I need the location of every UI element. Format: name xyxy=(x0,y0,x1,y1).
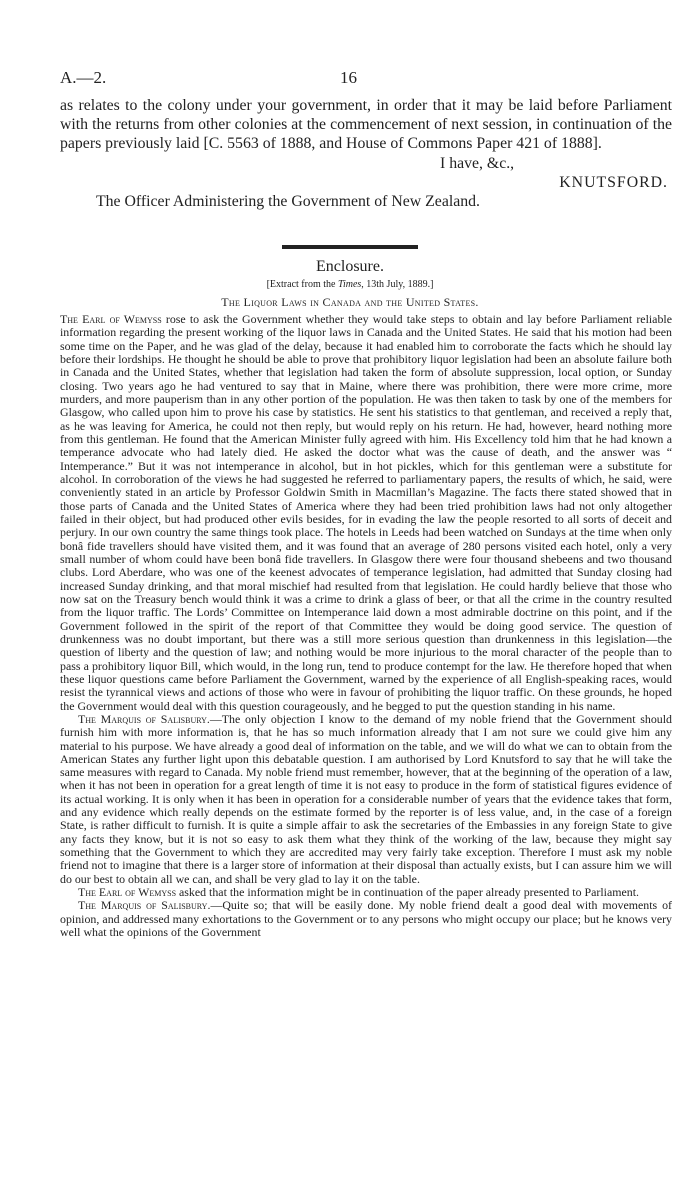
speaker-name: The Earl of Wemyss xyxy=(60,313,162,326)
extract-prefix: [Extract from the xyxy=(266,279,338,290)
enclosure-title: Enclosure. xyxy=(316,258,384,275)
section-divider xyxy=(282,245,418,249)
speech-paragraph xyxy=(60,713,672,886)
closing-formula: I have, &c., xyxy=(440,154,515,172)
closing-row xyxy=(60,154,672,173)
page-number: 16 xyxy=(340,68,357,87)
speech-text: .—The only objection I know to the demand of my noble friend that the Government should furnish him with more information is, that he has so much information already that I am not sure we could give him any material to his purpose. We have already a good deal of information on the table, and we will do what we can to obtain from the American States any further light upon this debatable question. I am authorised by Lord Knutsford to say that he will take the same measures with regard to Canada. My noble friend must remember, however, that at the beginning of the operation of a law, when it has not been in operation for a great length of time it is not easy to produce in the form of statistical figures evidence of its actual working. It is only when it has been in operation for a considerable number of years that the evidence takes that form, and any evidence which really depends on the estimate formed by the reporter is of less value, and, in the case of a foreign State, is rather difficult to furnish. It is quite a simple affair to ask the secretaries of the Embassies in any foreign State to give any facts they know, but it is not so easy to ask them what they think of the working of the law, because they might say something that the Government to which they are accredited may very fairly take exception. Therefore I must ask my noble friend not to imagine that there is a larger store of information at their disposal than actually exists, but I can assure him we will do our best to obtain all we can, and shall be very glad to lay it on the table. xyxy=(60,711,672,886)
debate-text xyxy=(60,313,672,1193)
speech-paragraph xyxy=(60,313,672,713)
dispatch-text: as relates to the colony under your government, in order that it may be laid before Parliament with the returns from other colonies at the commencement of next session, in continuation of the papers previously laid [C. 5563 of 1888, and House of Commons Paper 421 of 1888]. xyxy=(60,97,672,153)
speech-text: .—Quite so; that will be easily done. My noble friend dealt a good deal with movements of opinion, and addressed many exhortations to the Government or to any persons who might occupy our place; but he knows very well what the opinions of the Government xyxy=(60,898,672,940)
document-reference: A.—2. xyxy=(60,68,107,87)
speech-text: asked that the information might be in continuation of the paper already presented to Parliament. xyxy=(176,885,639,900)
dispatch-letter xyxy=(60,96,672,211)
addressee: The Officer Administering the Government of New Zealand. xyxy=(96,192,480,210)
page-header xyxy=(60,68,660,92)
extract-suffix: , 13th July, 1889.] xyxy=(361,279,434,290)
speaker-name: The Marquis of Salisbury xyxy=(78,711,207,726)
newspaper-name: Times xyxy=(337,279,362,290)
speech-paragraph xyxy=(60,886,672,899)
signature: KNUTSFORD. xyxy=(559,173,668,191)
extract-source xyxy=(0,279,700,290)
article-heading: The Liquor Laws in Canada and the United States. xyxy=(221,295,479,309)
speech-text: rose to ask the Government whether they would take steps to obtain and lay before Parliament reliable information regarding the present working of the liquor laws in Canada and the United States. He said that his motion had been some time on the Paper, and he was glad of the delay, because it had enabled him to corroborate the facts which he should lay before their lordships. He thought he should be able to prove that prohibitory liquor legislation had been an absolute failure both in Canada and the United States, whether that legislation had taken the form of absolute suppression, local option, or Sunday closing. Two years ago he had ventured to say that in Maine, where there was prohibition, there were more crime, more murders, and more pauperism than in any other portion of the population. He was then taken to task by one of the members for Glasgow, who called upon him to prove his case by statistics. He sent his statistics to that gentleman, and received a reply that, as he was leaving for America, he could not then reply, but would reply on his return. He had, however, heard nothing more from this gentleman. He found that the American Minister fully agreed with him. His Excellency told him that he had known a temperance advocate who had lately died. He asked the doctor what was the cause of death, and the answer was “ Intemperance.” But it was not intemperance in alcohol, but in hot pickles, which for this gentleman were a substitute for alcohol. In corroboration of the views he had suggested he referred to parliamentary papers, the results of which, he said, were conveniently stated in an article by Professor Goldwin Smith in Macmillan’s Magazine. The facts there stated showed that in those parts of Canada and the United States of America where they had been tried prohibition laws had not only altogether failed in their object, but had produced other evils besides, for in evading the law the people resorted to all sorts of deceit and perjury. In our own country the same things took place. The hotels in Leeds had been watched on Sundays at the time when only bonâ fide travellers should have visited them, and it was found that an average of 280 persons visited each hotel, only a very small number of whom could have been bonâ fide travellers. In Glasgow there were four thousand shebeens and two thousand clubs. Lord Aberdare, who was one of the keenest advocates of temperance legislation, had admitted that Sunday closing had increased Sunday drinking, and that moral mischief had resulted from that legislation. He could hardly believe that those who now sat on the Treasury bench would think it was a crime to drink a glass of beer, or that all the crime in the country resulted from the liquor traffic. The Lords’ Committee on Intemperance laid down a most admirable doctrine on this point, and if the Government followed in the spirit of the report of that Committee they would be doing good service. The question of drunkenness was no doubt important, but there was a still more serious question than drunkenness in this legislation—the question of liberty and the question of law; and nothing would be more injurious to the moral character of the people than to pass a prohibitory liquor Bill, which would, in the long run, tend to produce contempt for the law. He therefore hoped that when these liquor questions came before Parliament the Government, warned by the experience of all English-speaking races, would resist the tyrannical views and actions of those who were in favour of prohibiting the liquor traffic. On these grounds, he hoped the Government would deal with this question courageously, and he begged to put the question standing in his name. xyxy=(60,313,672,713)
speaker-name: The Marquis of Salisbury xyxy=(78,898,208,913)
speech-paragraph xyxy=(60,899,672,939)
speaker-name: The Earl of Wemyss xyxy=(78,885,177,900)
